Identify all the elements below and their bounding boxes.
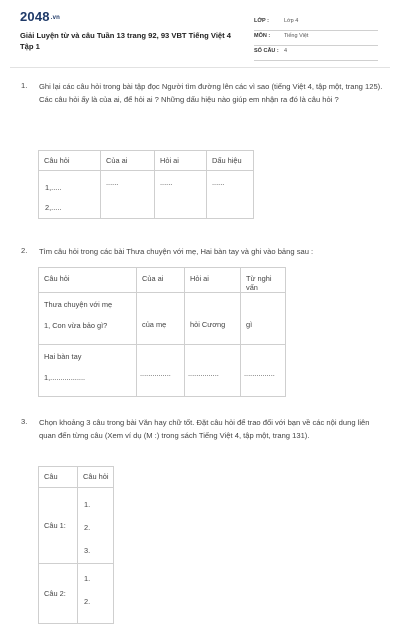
header-divider xyxy=(10,67,390,68)
table-header: Câu hỏi xyxy=(78,467,114,488)
table-cell: gì xyxy=(241,293,286,345)
list-item: 1. xyxy=(84,500,91,509)
page-title: Giải Luyện từ và câu Tuần 13 trang 92, 93 VBT Tiếng Việt 4 Tập 1 xyxy=(20,31,232,51)
answer-table-1 xyxy=(38,150,254,219)
list-item: 1. xyxy=(84,574,91,583)
meta-row-subject xyxy=(254,31,378,46)
meta-value: 4 xyxy=(284,48,288,54)
row-label: 2,..... xyxy=(45,203,62,212)
table-header: Của ai xyxy=(137,268,185,293)
table-cell: ...... xyxy=(101,171,155,219)
table-header: Từ nghi vấn xyxy=(241,268,286,293)
answer-table-2 xyxy=(38,267,286,397)
meta-key: MÔN : xyxy=(254,33,271,39)
question-cell: 1, Con vừa bảo gì? xyxy=(44,321,108,330)
table-cell xyxy=(78,564,114,624)
logo-text: 2048 xyxy=(20,9,50,24)
table-cell: của mẹ xyxy=(137,293,185,345)
table-header: Dấu hiệu xyxy=(207,151,254,171)
meta-value: Lớp 4 xyxy=(284,18,299,24)
table-cell: ...... xyxy=(207,171,254,219)
table-header: Của ai xyxy=(101,151,155,171)
answer-table-3 xyxy=(38,466,114,624)
table-cell: hỏi Cương xyxy=(185,293,241,345)
table-cell: ............... xyxy=(185,345,241,397)
list-item: 3. xyxy=(84,546,91,555)
question-text: Ghi lại các câu hỏi trong bài tập đọc Người tìm đường lên các vì sao (tiếng Việt 4, tập một, trang 125). Các câu hỏi ấy là của ai, để hỏi ai ? Những dấu hiệu nào giúp em nhận ra đó là câu hỏi ? xyxy=(39,82,383,104)
question-text: Chọn khoảng 3 câu trong bài Văn hay chữ tốt. Đặt câu hỏi để trao đổi với bạn về các nội dung liên quan đến từng câu (Xem ví dụ (M :) trong sách Tiếng Việt 4, tập một, trang 131). xyxy=(39,418,370,440)
question-cell: 1,................. xyxy=(44,373,86,382)
table-cell: ............... xyxy=(137,345,185,397)
table-header: Hỏi ai xyxy=(185,268,241,293)
table-cell xyxy=(39,345,137,397)
table-cell xyxy=(39,171,101,219)
question-number: 2. xyxy=(21,246,28,255)
table-header: Hỏi ai xyxy=(155,151,207,171)
story-title: Thưa chuyện với mẹ xyxy=(44,300,113,309)
meta-key: SỐ CÂU : xyxy=(254,48,279,54)
meta-value: Tiếng Việt xyxy=(284,33,309,39)
table-header: Câu hỏi xyxy=(39,268,137,293)
meta-row-count xyxy=(254,46,378,61)
question-number: 1. xyxy=(21,81,28,90)
table-header: Câu hỏi xyxy=(39,151,101,171)
meta-row-class xyxy=(254,16,378,31)
table-cell xyxy=(78,488,114,564)
table-cell xyxy=(39,293,137,345)
question-number: 3. xyxy=(21,417,28,426)
table-cell: Câu 1: xyxy=(39,488,78,564)
table-cell: Câu 2: xyxy=(39,564,78,624)
page-header xyxy=(0,0,400,66)
site-logo[interactable] xyxy=(20,9,60,24)
table-cell: ............... xyxy=(241,345,286,397)
question-text: Tìm câu hỏi trong các bài Thưa chuyện với mẹ, Hai bàn tay và ghi vào bảng sau : xyxy=(39,247,314,256)
story-title: Hai bàn tay xyxy=(44,352,82,361)
list-item: 2. xyxy=(84,523,91,532)
logo-suffix: .vn xyxy=(50,14,61,21)
table-cell: ...... xyxy=(155,171,207,219)
meta-key: LỚP : xyxy=(254,18,269,24)
row-label: 1,..... xyxy=(45,183,62,192)
list-item: 2. xyxy=(84,597,91,606)
table-header: Câu xyxy=(39,467,78,488)
